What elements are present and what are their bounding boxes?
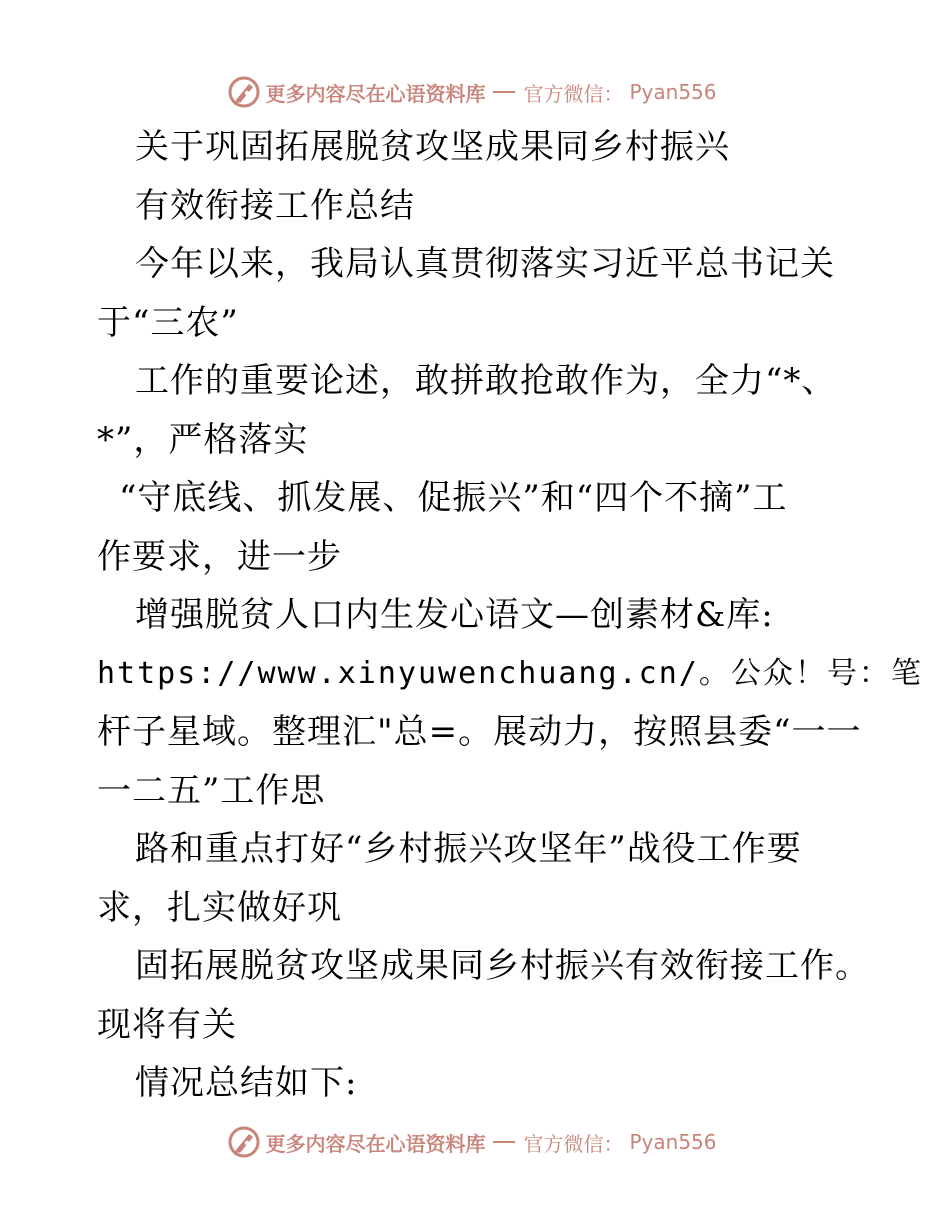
- banner-dash: [493, 1141, 515, 1143]
- footer-banner: [0, 1118, 950, 1166]
- pen-circle-logo-icon: [227, 75, 261, 109]
- banner-wechat-label: 官方微信：: [523, 1131, 624, 1156]
- paragraph-line: 增强脱贫人口内生发心语文—创素材&库:: [135, 595, 774, 635]
- paragraph-line: 求，扎实做好巩: [97, 887, 342, 928]
- paragraph-line: 现将有关: [97, 1004, 237, 1045]
- paragraph-line: *”，严格落实: [97, 419, 309, 460]
- footer-banner-content: [227, 1125, 716, 1159]
- paragraph-line-url: https://www.xinyuwenchuang.cn/。公众！号：笔: [97, 655, 923, 691]
- paragraph-line: 固拓展脱贫攻坚成果同乡村振兴有效衔接工作。: [135, 946, 870, 986]
- paragraph-line: 工作的重要论述，敢拼敢抢敢作为，全力“*、: [135, 361, 837, 401]
- pen-circle-logo-icon: [227, 1125, 261, 1159]
- doc-title-line-1: 关于巩固拓展脱贫攻坚成果同乡村振兴: [135, 127, 730, 167]
- paragraph-line: 情况总结如下:: [135, 1063, 358, 1103]
- document-body: [97, 118, 923, 1113]
- header-banner: [0, 68, 950, 116]
- paragraph-line: 路和重点打好“乡村振兴攻坚年”战役工作要: [135, 829, 802, 869]
- paragraph-line: 杆子星域。整理汇"总=。展动力，按照县委“一一: [97, 712, 862, 752]
- paragraph-line: 于“三农”: [97, 302, 239, 343]
- paragraph-line: 今年以来，我局认真贯彻落实习近平总书记关: [135, 244, 835, 284]
- banner-wechat-label: 官方微信：: [523, 81, 624, 106]
- paragraph-line: “守底线、抓发展、促振兴”和“四个不摘”工: [119, 478, 788, 518]
- banner-title: 更多内容尽在心语资料库: [265, 81, 486, 106]
- banner-title: 更多内容尽在心语资料库: [265, 1131, 486, 1156]
- banner-dash: [493, 91, 515, 93]
- doc-title-line-2: 有效衔接工作总结: [135, 185, 415, 226]
- paragraph-line: 作要求，进一步: [97, 536, 342, 577]
- header-banner-content: [227, 75, 716, 109]
- banner-wechat-id: Pyan556: [629, 1130, 717, 1154]
- paragraph-line: 一二五”工作思: [97, 770, 326, 811]
- banner-wechat-id: Pyan556: [629, 80, 717, 104]
